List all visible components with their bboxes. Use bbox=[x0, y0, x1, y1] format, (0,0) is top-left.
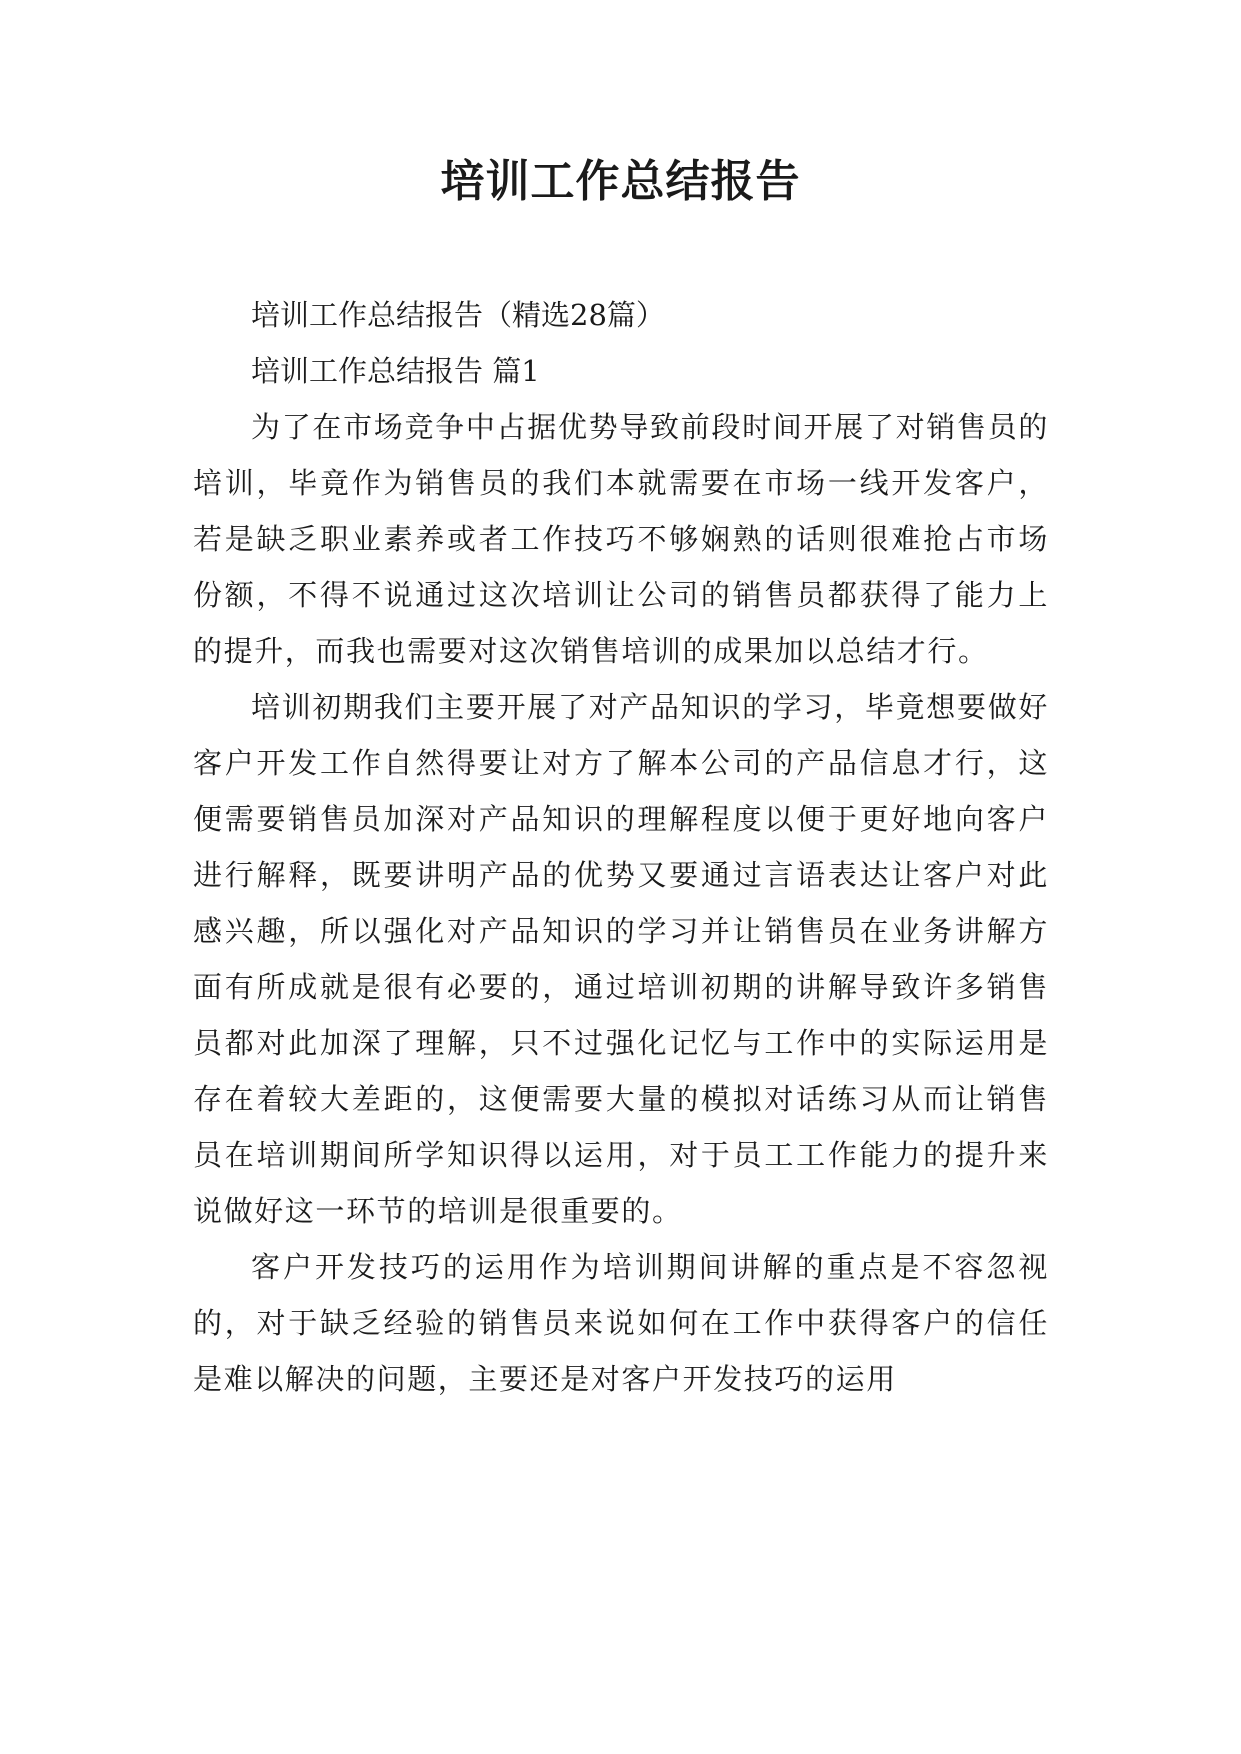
section-heading: 培训工作总结报告 篇1 bbox=[251, 354, 540, 388]
document-title: 培训工作总结报告 bbox=[440, 156, 801, 207]
document-body bbox=[193, 287, 1049, 1407]
paragraph-2: 培训初期我们主要开展了对产品知识的学习，毕竟想要做好客户开发工作自然得要让对方了解本公司的产品信息才行，这便需要销售员加深对产品知识的理解程度以便于更好地向客户进行解释，既要讲明产品的优势又要通过言语表达让客户对此感兴趣，所以强化对产品知识的学习并让销售员在业务讲解方面有所成就是很有必要的，通过培训初期的讲解导致许多销售员都对此加深了理解，只不过强化记忆与工作中的实际运用是存在着较大差距的，这便需要大量的模拟对话练习从而让销售员在培训期间所学知识得以运用，对于员工工作能力的提升来说做好这一环节的培训是很重要的。 bbox=[193, 690, 1049, 1228]
document-subtitle: 培训工作总结报告（精选28篇） bbox=[251, 298, 665, 332]
paragraph-3: 客户开发技巧的运用作为培训期间讲解的重点是不容忽视的，对于缺乏经验的销售员来说如何在工作中获得客户的信任是难以解决的问题，主要还是对客户开发技巧的运用 bbox=[193, 1250, 1049, 1396]
paragraph-1: 为了在市场竞争中占据优势导致前段时间开展了对销售员的培训，毕竟作为销售员的我们本就需要在市场一线开发客户，若是缺乏职业素养或者工作技巧不够娴熟的话则很难抢占市场份额，不得不说通过这次培训让公司的销售员都获得了能力上的提升，而我也需要对这次销售培训的成果加以总结才行。 bbox=[193, 410, 1049, 668]
